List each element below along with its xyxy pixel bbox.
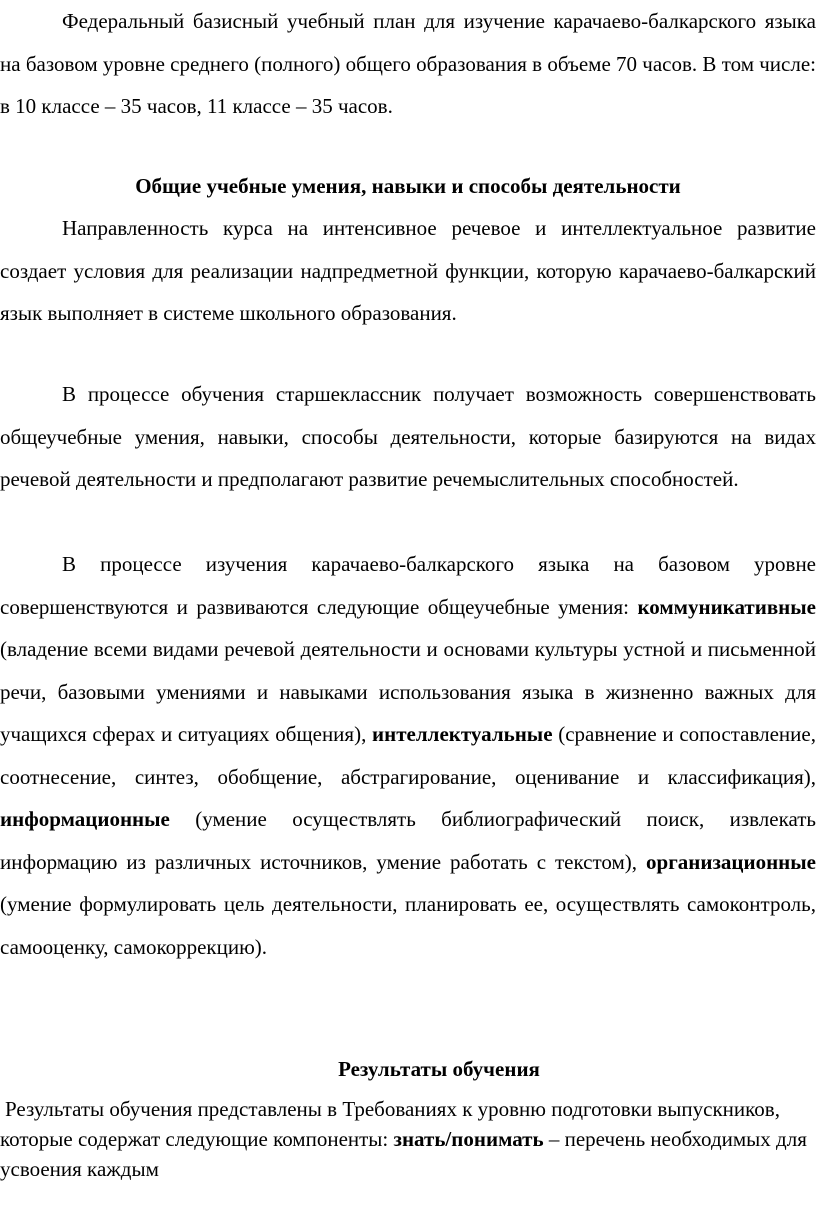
section1-paragraph-1: Направленность курса на интенсивное речевое и интеллектуальное развитие создает условия для реализации надпредметной функции, которую карачаево-балкарский язык выполняет в системе школьного образования. (0, 216, 816, 325)
para3-text-2: (владение всеми видами речевой деятельности и основами культуры устной и письменной речи, базовыми умениями и навыками использования языка в жизненно важных для учащихся сферах и ситуациях общения), (0, 637, 816, 746)
section2-heading-wrap (0, 1048, 816, 1091)
section2-para1-block (0, 1094, 816, 1184)
skill-communicative: коммуникативные (637, 594, 816, 619)
intro-block (0, 0, 816, 128)
intro-paragraph: Федеральный базисный учебный план для изучение карачаево-балкарского языка на базовом уровне среднего (полного) общего образования в объеме 70 часов. В том числе: в 10 классе – 35 часов, 11 классе – 35 часов. (0, 9, 816, 118)
para3-text-5: (умение формулировать цель деятельности, планировать ее, осуществлять самоконтроль, самооценку, самокоррекцию). (0, 892, 816, 959)
para3-text-3: (сравнение и сопоставление, соотнесение, синтез, обобщение, абстрагирование, оценивание и классификация), (0, 722, 816, 789)
para3-text-4: (умение осуществлять библиографический поиск, извлекать информацию из различных источников, умение работать с текстом), (0, 807, 816, 874)
section1-para2-block (0, 373, 816, 501)
section1-paragraph-3 (0, 543, 816, 968)
section1-heading-wrap (0, 165, 816, 208)
section1-para1-block (0, 207, 816, 335)
section1-heading: Общие учебные умения, навыки и способы деятельности (135, 174, 681, 198)
skill-intellectual: интеллектуальные (372, 722, 553, 746)
section1-para3-block (0, 543, 816, 968)
section1-paragraph-2: В процессе обучения старшеклассник получает возможность совершенствовать общеучебные умения, навыки, способы деятельности, которые базируются на видах речевой деятельности и предполагают развитие речемыслительных способностей. (0, 382, 816, 491)
section2-heading: Результаты обучения (338, 1057, 540, 1081)
section2-paragraph-1 (0, 1094, 816, 1184)
para3-text-1: В процессе изучения карачаево-балкарского языка на базовом уровне совершенствуются и развиваются следующие общеучебные умения: (0, 552, 816, 619)
know-understand-label: знать/понимать (393, 1127, 544, 1151)
results-text-1: Результаты обучения представлены в Требованиях к уровню подготовки выпускников, которые содержат следующие компоненты: (0, 1097, 780, 1151)
skill-informational: информационные (0, 807, 170, 831)
skill-organizational: организационные (646, 849, 816, 874)
results-text-2: – перечень необходимых для усвоения каждым (0, 1127, 807, 1181)
